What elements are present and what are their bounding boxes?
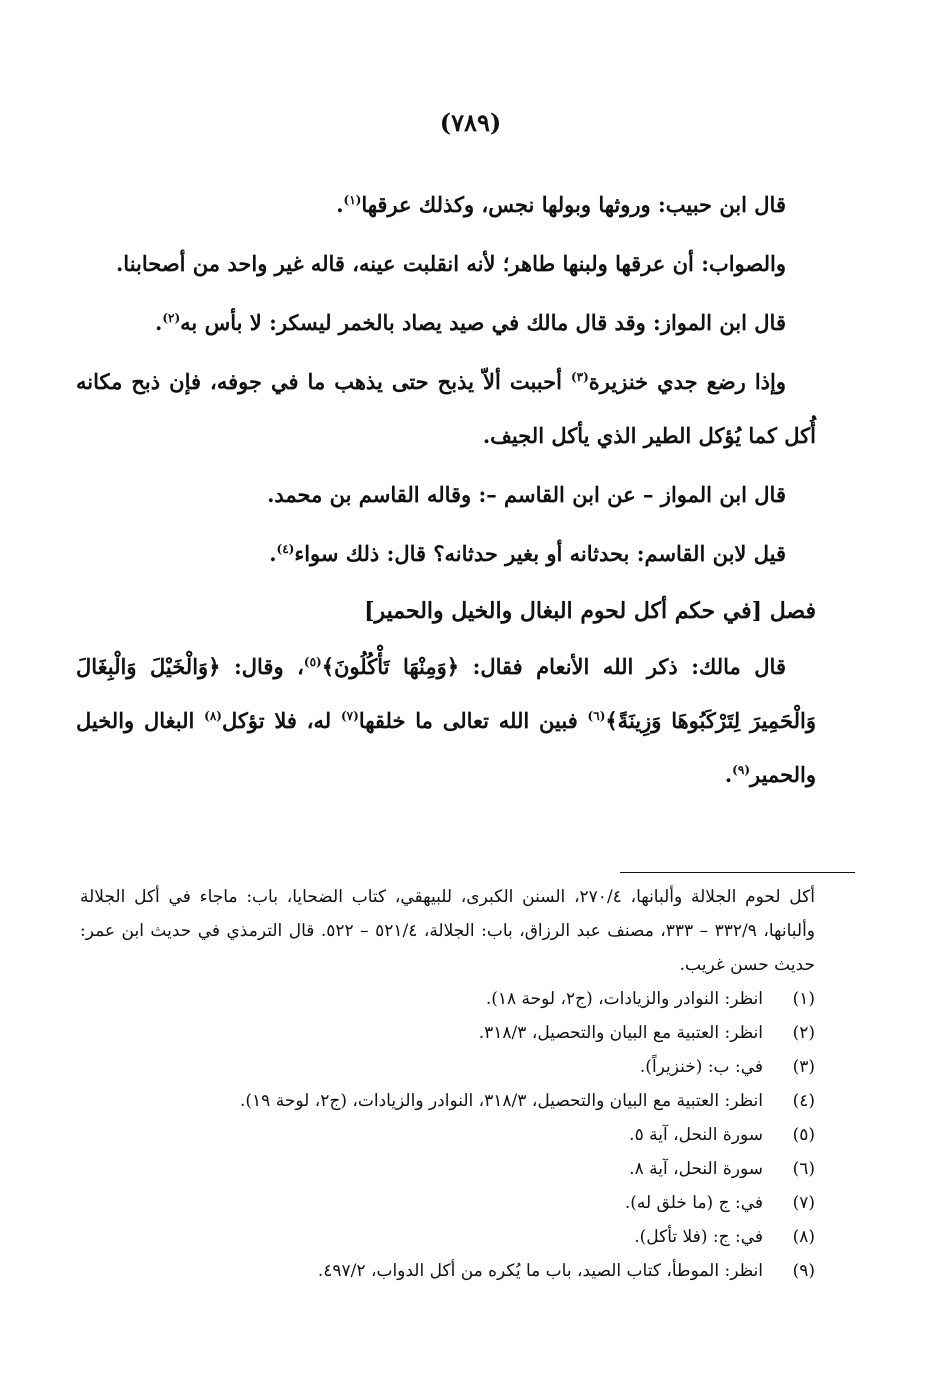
paragraph-text: ، وقال: ﴿وَالْخَيْلَ وَالْبِغَالَ وَالْحَمِيرَ لِتَرْكَبُوهَا وَزِينَةً﴾ [76,654,816,733]
footnote-text: سورة النحل، آية ٥. [629,1125,763,1145]
footnote-number: (٦) [792,1159,815,1179]
paragraph-text: قال ابن المواز – عن ابن القاسم –: وقاله القاسم بن محمد. [267,482,786,507]
footnote-ref: (٥) [303,655,322,669]
footnote-text: سورة النحل، آية ٨. [629,1159,763,1179]
footnote-text: انظر: الموطأ، كتاب الصيد، باب ما يُكره من أكل الدواب، ٤٩٧/٢. [317,1261,763,1281]
footnote-ref: (٢) [162,311,181,325]
footnote-number: (٧) [792,1193,815,1213]
paragraph-tail: . [724,762,733,787]
footnote-item [80,1220,815,1254]
footnote-item [80,1152,815,1186]
footnote-ref: (٧) [340,709,359,723]
footnote-text: انظر: العتبية مع البيان والتحصيل، ٣١٨/٣، النوادر والزيادات، (ج٢، لوحة ١٩). [240,1091,763,1111]
paragraph-text: فبين الله تعالى ما خلقها [358,708,588,733]
footnote-text: في: ج (ما خلق له). [624,1193,763,1213]
footnote-text: في: ج: (فلا تأكل). [634,1227,763,1247]
paragraph-tail: أحببت ألاّ يذبح حتى يذهب ما في جوفه، فإن ذبح مكانه أُكل كما يُؤكل الطير الذي يأكل الجيف. [76,369,816,448]
footnote-item [80,1016,815,1050]
paragraph-hidthan [76,527,816,581]
footnote-text: انظر: النوادر والزيادات، (ج٢، لوحة ١٨). [485,989,763,1009]
footnote-text: في: ب: (خنزيراً). [639,1057,763,1077]
footnote-number: (٨) [792,1227,815,1247]
footnote-number: (٢) [792,1023,815,1043]
footnote-item [80,1186,815,1220]
paragraph-qasim [76,468,816,522]
paragraph-text: له، فلا تؤكل [221,708,341,733]
footnote-item [80,982,815,1016]
footnote-ref: (٦) [587,709,606,723]
footnote-ref: (٣) [570,370,589,384]
main-text [76,178,816,807]
footnote-number: (٥) [792,1125,815,1145]
paragraph-text: قيل لابن القاسم: بحدثانه أو بغير حدثانه؟ قال: ذلك سواء [294,541,786,566]
footnote-continuation: أكل لحوم الجلالة وألبانها، ٢٧٠/٤، السنن الكبرى، للبيهقي، كتاب الضحايا، باب: ماجاء في أكل الجلالة وألبانها، ٣٣٢/٩ – ٣٣٣، مصنف عبد الرزاق، باب: الجلالة، ٥٢١/٤ – ٥٢٢. قال الترمذي في حديث ابن عمر: حديث حسن غريب. [80,887,815,975]
footnote-item [80,1118,815,1152]
footnote-number: (٣) [792,1057,815,1077]
paragraph-tail: . [155,310,163,335]
footnote-item [80,1050,815,1084]
footnotes [80,880,815,1288]
paragraph-text: قال ابن حبيب: وروثها وبولها نجس، وكذلك عرقها [361,192,786,217]
paragraph-text: والصواب: أن عرقها ولبنها طاهر؛ لأنه انقلبت عينه، قاله غير واحد من أصحابنا. [115,251,786,276]
footnote-item [80,1084,815,1118]
paragraph-text: البغال والخيل والحمير [76,708,816,787]
footnote-divider [620,872,855,873]
paragraph-text: قال مالك: ذكر الله الأنعام فقال: ﴿وَمِنْهَا تَأْكُلُونَ﴾ [321,654,786,679]
footnote-text: انظر: العتبية مع البيان والتحصيل، ٣١٨/٣. [478,1023,763,1043]
footnote-number: (٩) [792,1261,815,1281]
paragraph-tail: . [269,541,277,566]
footnote-item [80,1254,815,1288]
footnote-number: (١) [792,989,815,1009]
paragraph-jady [76,355,816,463]
paragraph-malik [76,640,816,802]
paragraph-tail: . [336,192,344,217]
paragraph-sawab [76,237,816,291]
page-number: (٧٨٩) [439,108,502,137]
paragraph-ibn-habib [76,178,816,232]
footnote-ref: (٤) [276,542,295,556]
footnote-ref: (٩) [732,763,750,777]
footnote-ref: (٨) [204,709,222,723]
paragraph-ibn-mawaz [76,296,816,350]
paragraph-text: وإذا رضع جدي خنزيرة [588,369,786,394]
paragraph-text: قال ابن المواز: وقد قال مالك في صيد يصاد بالخمر ليسكر: لا بأس به [180,310,786,335]
footnote-number: (٤) [792,1091,815,1111]
footnote-ref: (١) [343,193,362,207]
section-heading: فصل [في حكم أكل لحوم البغال والخيل والحمير] [364,598,816,624]
